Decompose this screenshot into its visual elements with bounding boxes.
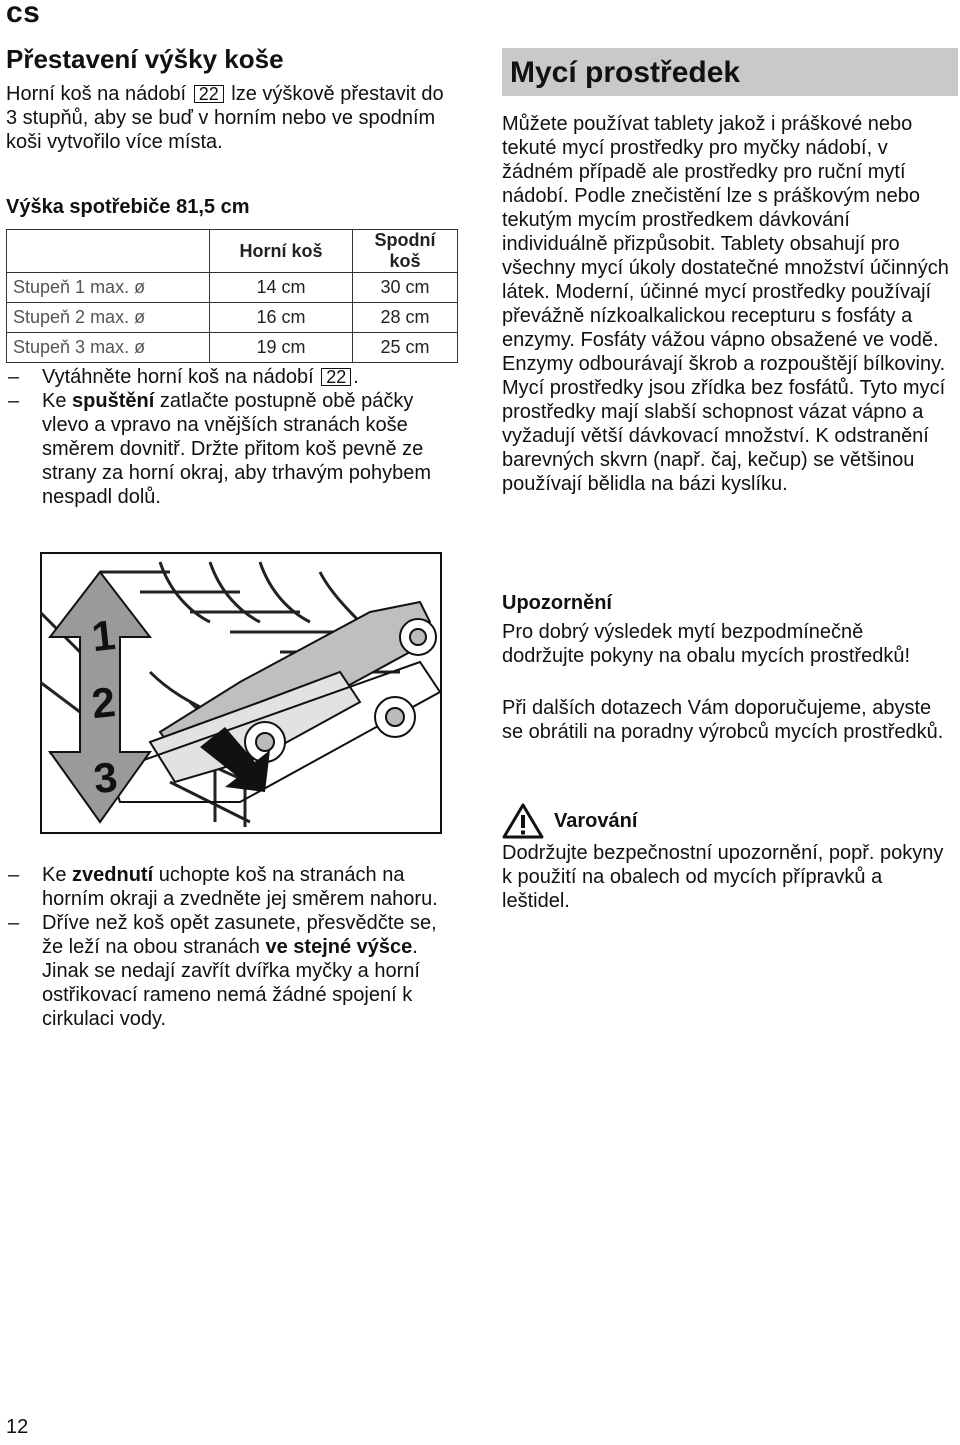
detergent-heading: Mycí prostředek (502, 48, 958, 96)
step-text: Ke (42, 390, 67, 412)
table-cell: 14 cm (210, 273, 353, 303)
list-item (6, 365, 456, 389)
table-row (7, 273, 457, 303)
step-text: Ke (42, 864, 67, 886)
table-cell: Stupeň 1 max. ø (13, 277, 146, 297)
notice-title: Upozornění (502, 592, 612, 614)
section-title: Přestavení výšky koše (6, 44, 284, 74)
step-text: Dříve než koš opět zasunete, přesvědčte se, že leží na obou stranách (42, 912, 437, 958)
warning-block (502, 803, 950, 913)
table-header-lower: Spodní koš (353, 230, 458, 273)
table-header-empty (7, 230, 210, 273)
table-header-upper: Horní koš (210, 230, 353, 273)
warning-triangle-icon (502, 803, 544, 839)
detergent-paragraph: Můžete používat tablety jakož i práškové nebo tekuté mycí prostředky pro myčky nádobí, v žádném případě ale prostředky pro ruční mytí nádobí. Podle znečistění lze s práškovým nebo tekutým mycím prostředkem dávkování individuálně přizpůsobit. Tablety obsahují pro všechny mycí úkoly dostatečné množství účinných látek. Moderní, účinné mycí prostředky používají převážně nízkoalkalickou recepturu s fosfáty a enzymy. Fosfáty vážou vápno obsažené ve vodě. Enzymy odbourávají škrob a rozpouštějí bílkoviny. Mycí prostředky jsou zřídka bez fosfátů. Tyto mycí prostředky mají slabší schopnost vázat vápno a vyžadují větší dávkovací množství. K odstranění barevných skvrn (např. čaj, kečup) se většinou používají bělidla na bázi kyslíku. (502, 113, 949, 495)
table-row (7, 303, 457, 333)
step-text: . Jinak se nedají zavřít dvířka myčky a horní ostřikovací rameno nemá žádné spojení k cirkulaci vody. (42, 936, 420, 1030)
step-bold: ve stejné výšce (265, 936, 413, 958)
list-item (6, 911, 456, 1031)
step-text: zatlačte postupně obě páčky vlevo a vpravo na vnějších stranách koše směrem dovnitř. Držte přitom koš pevně ze strany za horní okraj, aby trhavým pohybem nespadl dolů. (42, 390, 432, 508)
language-label: cs (6, 0, 41, 29)
level-number-3: 3 (91, 752, 120, 803)
reference-box: 22 (321, 368, 351, 386)
level-number-2: 2 (89, 677, 118, 728)
table-cell: 19 cm (210, 333, 353, 363)
step-text-end: . (353, 366, 359, 388)
basket-illustration-svg (40, 552, 442, 834)
steps-list (6, 365, 456, 509)
level-number-1: 1 (89, 610, 118, 661)
reference-box: 22 (194, 85, 224, 103)
list-item (6, 863, 456, 911)
table-cell: 25 cm (353, 333, 458, 363)
warning-text: Dodržujte bezpečnostní upozornění, popř. pokyny k použití na obalech od mycích přípravků a leštidel. (502, 842, 944, 912)
notice-paragraph-2: Při dalších dotazech Vám doporučujeme, abyste se obrátili na poradny výrobců mycích prostředků. (502, 697, 944, 743)
notice-paragraph-1: Pro dobrý výsledek mytí bezpodmínečně dodržujte pokyny na obalu mycích prostředků! (502, 621, 910, 667)
table-cell: Stupeň 2 max. ø (13, 307, 146, 327)
warning-title: Varování (554, 809, 638, 832)
step-bold: zvednutí (72, 864, 154, 886)
table-cell: 16 cm (210, 303, 353, 333)
step-bold: spuštění (72, 390, 155, 412)
basket-illustration (40, 552, 442, 834)
table-cell: Stupeň 3 max. ø (13, 337, 146, 357)
table-cell: 28 cm (353, 303, 458, 333)
table-cell: 30 cm (353, 273, 458, 303)
page-number: 12 (6, 1416, 29, 1438)
steps-list-2 (6, 863, 456, 1031)
height-table (6, 229, 458, 363)
step-text: Vytáhněte horní koš na nádobí (42, 366, 314, 388)
height-heading: Výška spotřebiče 81,5 cm (6, 196, 250, 218)
list-item (6, 389, 456, 509)
intro-text: Horní koš na nádobí (6, 83, 187, 105)
intro-text-cont: lze výškově přestavit do 3 stupňů, aby se buď v horním nebo ve spodním koši vytvořilo více místa. (6, 83, 444, 153)
table-row (7, 333, 457, 363)
intro-paragraph (6, 82, 456, 154)
step-text: uchopte koš na stranách na horním okraji a zvedněte jej směrem nahoru. (42, 864, 438, 910)
